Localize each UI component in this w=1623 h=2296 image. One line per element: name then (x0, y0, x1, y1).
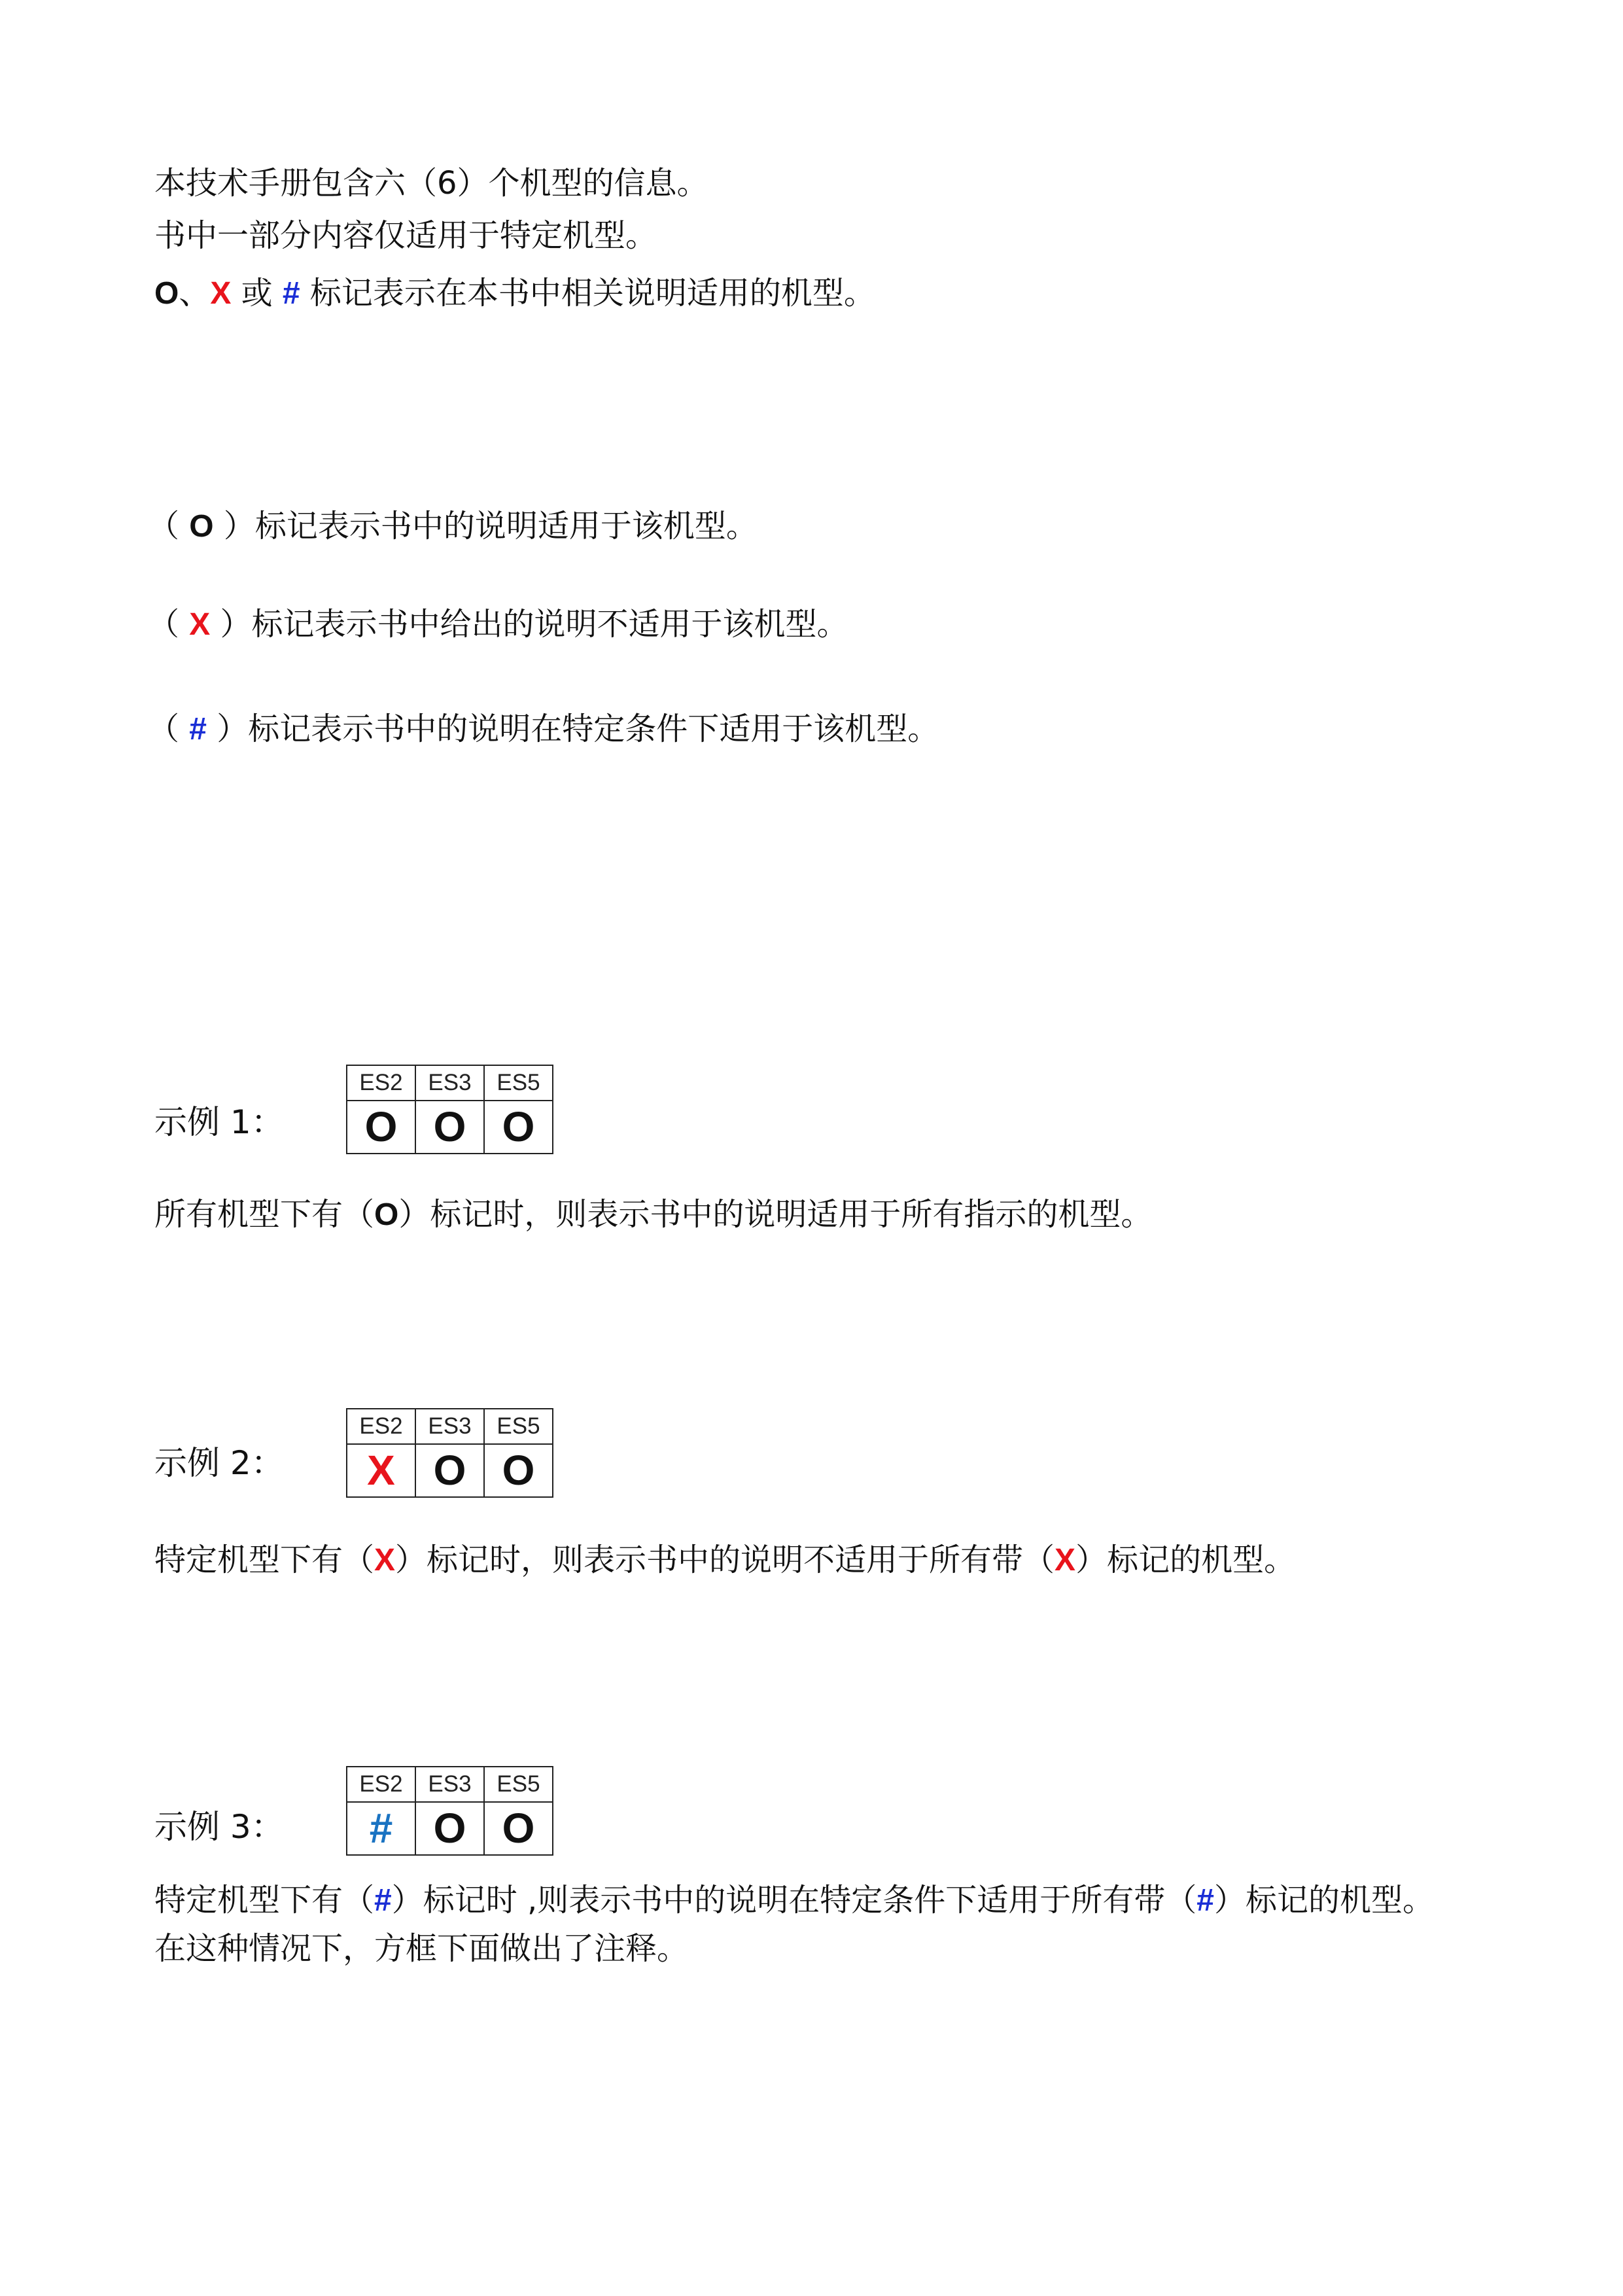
desc-text: 所有机型下有（ (154, 1196, 375, 1233)
x-mark: X (347, 1444, 415, 1497)
model-header: ES2 (347, 1409, 415, 1444)
example-2-description (154, 1539, 1295, 1581)
paren-close: ） (206, 711, 249, 747)
model-header: ES3 (415, 1409, 484, 1444)
x-mark: X (1055, 1543, 1076, 1578)
intro-line-3 (154, 272, 875, 315)
desc-text: 特定机型下有（ (154, 1542, 375, 1578)
desc-text: ）标记时，则表示书中的说明不适用于所有带（ (395, 1542, 1055, 1578)
model-header: ES2 (347, 1065, 415, 1101)
o-mark: O (484, 1444, 553, 1497)
model-header: ES5 (484, 1767, 553, 1802)
hash-mark: # (347, 1802, 415, 1855)
o-mark: O (374, 1197, 399, 1232)
model-header: ES5 (484, 1065, 553, 1101)
x-mark: X (374, 1543, 396, 1578)
example-3-note: 在这种情况下，方框下面做出了注释。 (154, 1930, 689, 1967)
example-3-description (154, 1879, 1434, 1922)
legend-o (148, 505, 758, 548)
o-mark: O (484, 1802, 553, 1855)
o-mark: O (415, 1101, 484, 1154)
legend-x (148, 603, 848, 646)
example-3-model-table (346, 1766, 553, 1856)
paren-open: （ (148, 711, 190, 747)
o-mark: O (415, 1802, 484, 1855)
o-mark: O (415, 1444, 484, 1497)
example-3-label: 示例 3： (154, 1808, 284, 1846)
legend-hash (148, 708, 939, 751)
model-header: ES5 (484, 1409, 553, 1444)
legend-o-text: 标记表示书中的说明适用于该机型。 (254, 508, 758, 544)
o-mark: O (347, 1101, 415, 1154)
example-1-label: 示例 1： (154, 1103, 284, 1141)
intro-line-1: 本技术手册包含六（6）个机型的信息。 (154, 165, 708, 202)
paren-close: ） (213, 508, 255, 544)
desc-text: ）标记的机型。 (1075, 1542, 1296, 1578)
paren-open: （ (148, 508, 190, 544)
o-mark: O (154, 276, 179, 311)
example-2-label: 示例 2： (154, 1444, 284, 1482)
example-1-model-table (346, 1065, 553, 1154)
example-1-description (154, 1193, 1152, 1236)
intro-line-2: 书中一部分内容仅适用于特定机型。 (154, 217, 657, 254)
hash-mark: # (1196, 1883, 1214, 1918)
hash-mark: # (374, 1883, 392, 1918)
legend-x-text: 标记表示书中给出的说明不适用于该机型。 (251, 606, 848, 643)
legend-hash-text: 标记表示书中的说明在特定条件下适用于该机型。 (248, 711, 939, 747)
desc-text: ）标记时 ,则表示书中的说明在特定条件下适用于所有带（ (391, 1882, 1197, 1918)
o-mark: O (484, 1101, 553, 1154)
example-2-model-table (346, 1408, 553, 1498)
intro-line-3-text: 标记表示在本书中相关说明适用的机型。 (300, 275, 875, 311)
model-header: ES3 (415, 1767, 484, 1802)
desc-text: 特定机型下有（ (154, 1882, 375, 1918)
paren-close: ） (210, 606, 252, 643)
hash-mark: # (282, 276, 300, 311)
desc-text: ）标记的机型。 (1213, 1882, 1434, 1918)
x-mark: X (189, 607, 211, 642)
model-header: ES2 (347, 1767, 415, 1802)
separator: 、 (179, 275, 211, 311)
desc-text: ）标记时，则表示书中的说明适用于所有指示的机型。 (398, 1196, 1153, 1233)
paren-open: （ (148, 606, 190, 643)
hash-mark: # (189, 712, 207, 747)
x-mark: X (210, 276, 232, 311)
separator-or: 或 (231, 275, 283, 311)
model-header: ES3 (415, 1065, 484, 1101)
o-mark: O (189, 509, 214, 544)
